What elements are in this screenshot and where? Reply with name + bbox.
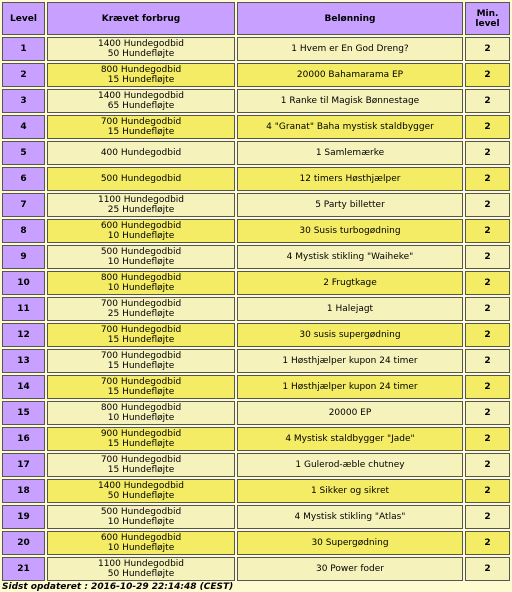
min-level-cell: 2 xyxy=(465,219,510,243)
table-row xyxy=(2,63,510,87)
cost-line: 25 Hundefløjte xyxy=(107,309,175,319)
cost-line: 10 Hundefløjte xyxy=(107,543,175,553)
reward-cell: 30 susis supergødning xyxy=(237,323,463,347)
level-cell: 4 xyxy=(2,115,45,139)
cost-line: 50 Hundefløjte xyxy=(107,49,175,59)
level-cell: 5 xyxy=(2,141,45,165)
table-row xyxy=(2,115,510,139)
header-level: Level xyxy=(2,2,45,35)
cost-cell xyxy=(47,141,235,165)
header-reward: Belønning xyxy=(237,2,463,35)
min-level-cell: 2 xyxy=(465,37,510,61)
min-level-cell: 2 xyxy=(465,531,510,555)
level-cell: 14 xyxy=(2,375,45,399)
cost-line: 15 Hundefløjte xyxy=(107,361,175,371)
table-row xyxy=(2,37,510,61)
cost-line: 600 Hundegodbid xyxy=(100,221,182,231)
table-row xyxy=(2,297,510,321)
reward-cell: 4 Mystisk stikling "Waiheke" xyxy=(237,245,463,269)
header-min-level-line2: level xyxy=(475,18,500,29)
level-cell: 3 xyxy=(2,89,45,113)
cost-line: 900 Hundegodbid xyxy=(100,429,182,439)
reward-cell: 30 Supergødning xyxy=(237,531,463,555)
cost-line: 15 Hundefløjte xyxy=(107,75,175,85)
level-cell: 9 xyxy=(2,245,45,269)
level-cell: 7 xyxy=(2,193,45,217)
cost-line: 700 Hundegodbid xyxy=(100,299,182,309)
cost-line: 15 Hundefløjte xyxy=(107,387,175,397)
header-min-level-line1: Min. xyxy=(476,8,499,19)
level-cell: 13 xyxy=(2,349,45,373)
cost-line: 10 Hundefløjte xyxy=(107,257,175,267)
cost-line: 700 Hundegodbid xyxy=(100,377,182,387)
level-cell: 12 xyxy=(2,323,45,347)
min-level-cell: 2 xyxy=(465,115,510,139)
cost-line: 10 Hundefløjte xyxy=(107,231,175,241)
level-cell: 19 xyxy=(2,505,45,529)
cost-cell xyxy=(47,271,235,295)
last-updated: Sidst opdateret : 2016-10-29 22:14:48 (CEST) xyxy=(2,582,234,592)
cost-line: 800 Hundegodbid xyxy=(100,403,182,413)
min-level-cell: 2 xyxy=(465,323,510,347)
reward-cell: 5 Party billetter xyxy=(237,193,463,217)
level-cell: 1 xyxy=(2,37,45,61)
table-row xyxy=(2,193,510,217)
table-body xyxy=(2,37,510,581)
table-row xyxy=(2,401,510,425)
level-cell: 11 xyxy=(2,297,45,321)
table-row xyxy=(2,323,510,347)
cost-line: 700 Hundegodbid xyxy=(100,117,182,127)
reward-cell: 4 Mystisk staldbygger "Jade" xyxy=(237,427,463,451)
reward-cell: 1 Sikker og sikret xyxy=(237,479,463,503)
cost-line: 500 Hundegodbid xyxy=(100,507,182,517)
cost-cell xyxy=(47,193,235,217)
level-cell: 2 xyxy=(2,63,45,87)
cost-line: 10 Hundefløjte xyxy=(107,517,175,527)
cost-line: 50 Hundefløjte xyxy=(107,569,175,579)
reward-cell: 12 timers Høsthjælper xyxy=(237,167,463,191)
cost-cell xyxy=(47,453,235,477)
min-level-cell: 2 xyxy=(465,375,510,399)
cost-line: 800 Hundegodbid xyxy=(100,273,182,283)
reward-cell: 1 Halejagt xyxy=(237,297,463,321)
cost-line: 10 Hundefløjte xyxy=(107,413,175,423)
table-row xyxy=(2,531,510,555)
cost-cell xyxy=(47,89,235,113)
cost-line: 600 Hundegodbid xyxy=(100,533,182,543)
cost-cell xyxy=(47,375,235,399)
min-level-cell: 2 xyxy=(465,505,510,529)
table-row xyxy=(2,453,510,477)
cost-line: 400 Hundegodbid xyxy=(100,148,182,158)
cost-line: 800 Hundegodbid xyxy=(100,65,182,75)
min-level-cell: 2 xyxy=(465,349,510,373)
reward-cell: 20000 EP xyxy=(237,401,463,425)
level-cell: 17 xyxy=(2,453,45,477)
table-row xyxy=(2,219,510,243)
level-cell: 15 xyxy=(2,401,45,425)
cost-cell xyxy=(47,245,235,269)
cost-line: 25 Hundefløjte xyxy=(107,205,175,215)
cost-line: 50 Hundefløjte xyxy=(107,491,175,501)
min-level-cell: 2 xyxy=(465,427,510,451)
min-level-cell: 2 xyxy=(465,401,510,425)
table-row xyxy=(2,557,510,581)
cost-line: 1400 Hundegodbid xyxy=(97,91,185,101)
table-row xyxy=(2,375,510,399)
cost-cell xyxy=(47,297,235,321)
cost-cell xyxy=(47,505,235,529)
min-level-cell: 2 xyxy=(465,141,510,165)
cost-line: 15 Hundefløjte xyxy=(107,335,175,345)
cost-cell xyxy=(47,167,235,191)
level-cell: 18 xyxy=(2,479,45,503)
cost-line: 1100 Hundegodbid xyxy=(97,559,185,569)
header-cost: Krævet forbrug xyxy=(47,2,235,35)
min-level-cell: 2 xyxy=(465,271,510,295)
cost-cell xyxy=(47,557,235,581)
table-row xyxy=(2,349,510,373)
min-level-cell: 2 xyxy=(465,63,510,87)
cost-line: 65 Hundefløjte xyxy=(107,101,175,111)
reward-cell: 2 Frugtkage xyxy=(237,271,463,295)
reward-cell: 30 Susis turbogødning xyxy=(237,219,463,243)
cost-cell xyxy=(47,427,235,451)
reward-cell: 4 Mystisk stikling "Atlas" xyxy=(237,505,463,529)
cost-line: 700 Hundegodbid xyxy=(100,455,182,465)
cost-cell xyxy=(47,479,235,503)
reward-cell: 4 "Granat" Baha mystisk staldbygger xyxy=(237,115,463,139)
reward-cell: 1 Høsthjælper kupon 24 timer xyxy=(237,375,463,399)
cost-cell xyxy=(47,349,235,373)
min-level-cell: 2 xyxy=(465,297,510,321)
cost-line: 15 Hundefløjte xyxy=(107,439,175,449)
cost-line: 1400 Hundegodbid xyxy=(97,481,185,491)
table-row xyxy=(2,505,510,529)
table-row xyxy=(2,427,510,451)
min-level-cell: 2 xyxy=(465,479,510,503)
cost-cell xyxy=(47,219,235,243)
reward-cell: 1 Gulerod-æble chutney xyxy=(237,453,463,477)
cost-cell xyxy=(47,531,235,555)
cost-cell xyxy=(47,63,235,87)
cost-line: 10 Hundefløjte xyxy=(107,283,175,293)
reward-cell: 20000 Bahamarama EP xyxy=(237,63,463,87)
header-min-level xyxy=(465,2,510,35)
cost-line: 700 Hundegodbid xyxy=(100,351,182,361)
reward-cell: 1 Hvem er En God Dreng? xyxy=(237,37,463,61)
table-row xyxy=(2,271,510,295)
reward-cell: 30 Power foder xyxy=(237,557,463,581)
cost-line: 15 Hundefløjte xyxy=(107,465,175,475)
header-row xyxy=(2,2,510,35)
cost-line: 700 Hundegodbid xyxy=(100,325,182,335)
min-level-cell: 2 xyxy=(465,167,510,191)
table-row xyxy=(2,479,510,503)
min-level-cell: 2 xyxy=(465,193,510,217)
table-row xyxy=(2,89,510,113)
reward-cell: 1 Ranke til Magisk Bønnestage xyxy=(237,89,463,113)
min-level-cell: 2 xyxy=(465,89,510,113)
table-row xyxy=(2,245,510,269)
cost-line: 15 Hundefløjte xyxy=(107,127,175,137)
table-row xyxy=(2,167,510,191)
level-cell: 6 xyxy=(2,167,45,191)
level-cell: 20 xyxy=(2,531,45,555)
cost-line: 1100 Hundegodbid xyxy=(97,195,185,205)
min-level-cell: 2 xyxy=(465,557,510,581)
cost-line: 500 Hundegodbid xyxy=(100,247,182,257)
cost-cell xyxy=(47,115,235,139)
cost-line: 500 Hundegodbid xyxy=(100,174,182,184)
min-level-cell: 2 xyxy=(465,245,510,269)
cost-cell xyxy=(47,323,235,347)
cost-cell xyxy=(47,401,235,425)
level-cell: 10 xyxy=(2,271,45,295)
table-row xyxy=(2,141,510,165)
level-cell: 8 xyxy=(2,219,45,243)
level-cell: 16 xyxy=(2,427,45,451)
min-level-cell: 2 xyxy=(465,453,510,477)
reward-cell: 1 Samlemærke xyxy=(237,141,463,165)
level-cell: 21 xyxy=(2,557,45,581)
cost-line: 1400 Hundegodbid xyxy=(97,39,185,49)
cost-cell xyxy=(47,37,235,61)
reward-cell: 1 Høsthjælper kupon 24 timer xyxy=(237,349,463,373)
